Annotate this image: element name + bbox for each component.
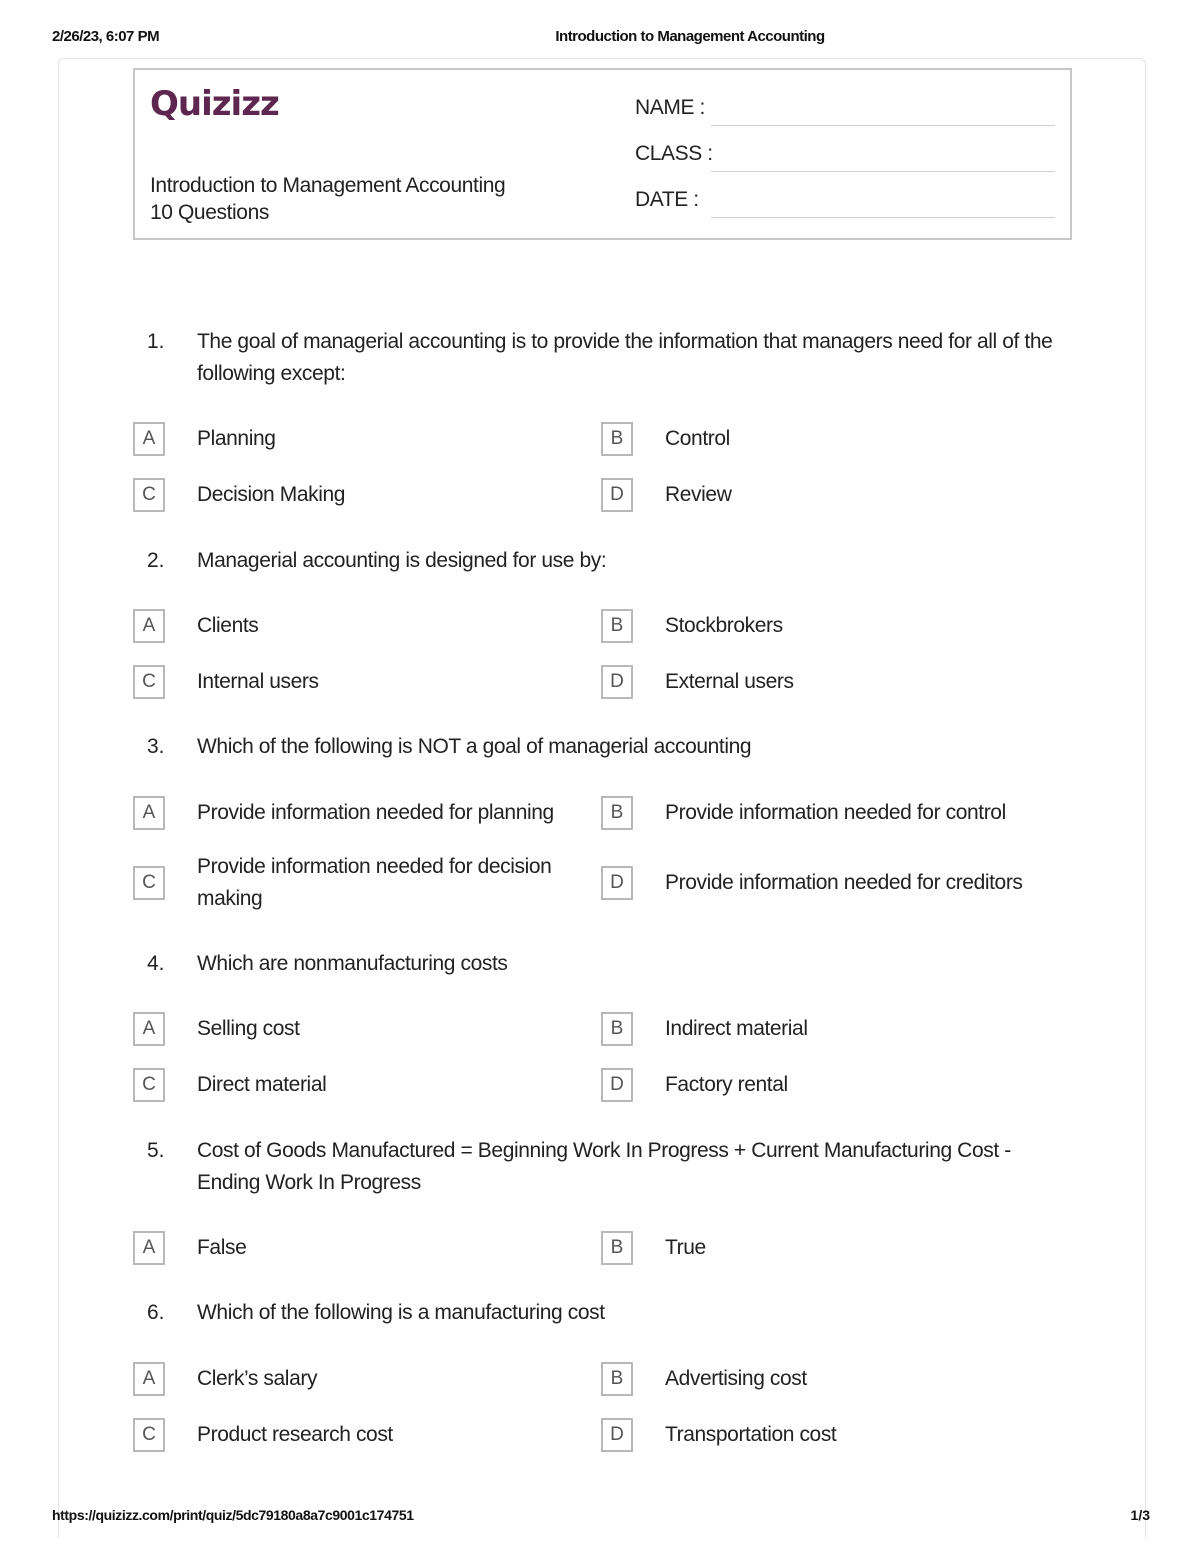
option-text: Direct material [197,1073,327,1096]
option-text: Indirect material [665,1017,808,1040]
option-letter-box: A [133,1231,165,1265]
question-number: 2. [147,549,165,572]
option-text: Stockbrokers [665,614,783,637]
print-document-title: Introduction to Management Accounting [555,28,825,45]
option-text: Clients [197,614,259,637]
option-letter-box: B [601,1231,633,1265]
option-text: Review [665,483,732,506]
option-text: Clerk’s salary [197,1367,318,1390]
name-label: NAME : [635,96,705,119]
name-blank-line [711,125,1055,126]
option-letter-box: C [133,1068,165,1102]
option-letter-box: B [601,1012,633,1046]
question-number: 5. [147,1139,165,1162]
option-text: Internal users [197,670,319,693]
question-text: Which are nonmanufacturing costs [197,952,508,975]
option-letter-box: B [601,1362,633,1396]
class-field [635,142,1055,172]
option-letter-box: D [601,478,633,512]
option-text: Provide information needed for decision making [197,855,552,910]
option-letter-box: A [133,422,165,456]
option-text: External users [665,670,794,693]
option-letter-box: D [601,665,633,699]
date-label: DATE : [635,188,699,211]
name-field [635,96,1055,126]
option-text: Provide information needed for planning [197,801,554,824]
quiz-title: Introduction to Management Accounting [150,174,506,197]
question-text: Which of the following is a manufacturing cost [197,1301,605,1324]
option-text: Selling cost [197,1017,300,1040]
class-label: CLASS : [635,142,713,165]
option-text: Transportation cost [665,1423,837,1446]
option-text: Planning [197,427,276,450]
page-number: 1/3 [1130,1507,1150,1523]
option-text: Decision Making [197,483,346,506]
print-url: https://quizizz.com/print/quiz/5dc79180a8a7c9001c174751 [52,1507,414,1523]
option-letter-box: C [133,478,165,512]
question-number: 4. [147,952,165,975]
option-letter-box: B [601,796,633,830]
question-text: Managerial accounting is designed for use by: [197,549,607,572]
option-letter-box: A [133,609,165,643]
option-letter-box: D [601,1418,633,1452]
option-letter-box: C [133,866,165,900]
option-letter-box: B [601,422,633,456]
option-letter-box: A [133,1362,165,1396]
question-number: 6. [147,1301,165,1324]
class-blank-line [711,171,1055,172]
print-date: 2/26/23, 6:07 PM [52,28,160,45]
quizizz-logo: Quizizz [150,84,279,124]
option-letter-box: D [601,866,633,900]
question-text: Cost of Goods Manufactured = Beginning Work In Progress + Current Manufacturing Cost - Ending Work In Progress [197,1139,1011,1194]
option-text: Advertising cost [665,1367,807,1390]
question-text: Which of the following is NOT a goal of managerial accounting [197,735,752,758]
option-text: Product research cost [197,1423,393,1446]
option-text: Provide information needed for control [665,801,1006,824]
option-text: Control [665,427,730,450]
print-footer [0,1507,1200,1527]
date-blank-line [711,217,1055,218]
option-letter-box: A [133,1012,165,1046]
print-header [0,28,1200,48]
option-letter-box: C [133,665,165,699]
option-letter-box: D [601,1068,633,1102]
date-field [635,188,1055,218]
option-text: Factory rental [665,1073,788,1096]
question-number: 1. [147,330,165,353]
question-text: The goal of managerial accounting is to provide the information that managers need for all of the following except: [197,330,1053,385]
question-number: 3. [147,735,165,758]
option-text: False [197,1236,247,1259]
option-text: True [665,1236,706,1259]
option-text: Provide information needed for creditors [665,871,1023,894]
question-count: 10 Questions [150,201,269,224]
option-letter-box: B [601,609,633,643]
option-letter-box: A [133,796,165,830]
option-letter-box: C [133,1418,165,1452]
